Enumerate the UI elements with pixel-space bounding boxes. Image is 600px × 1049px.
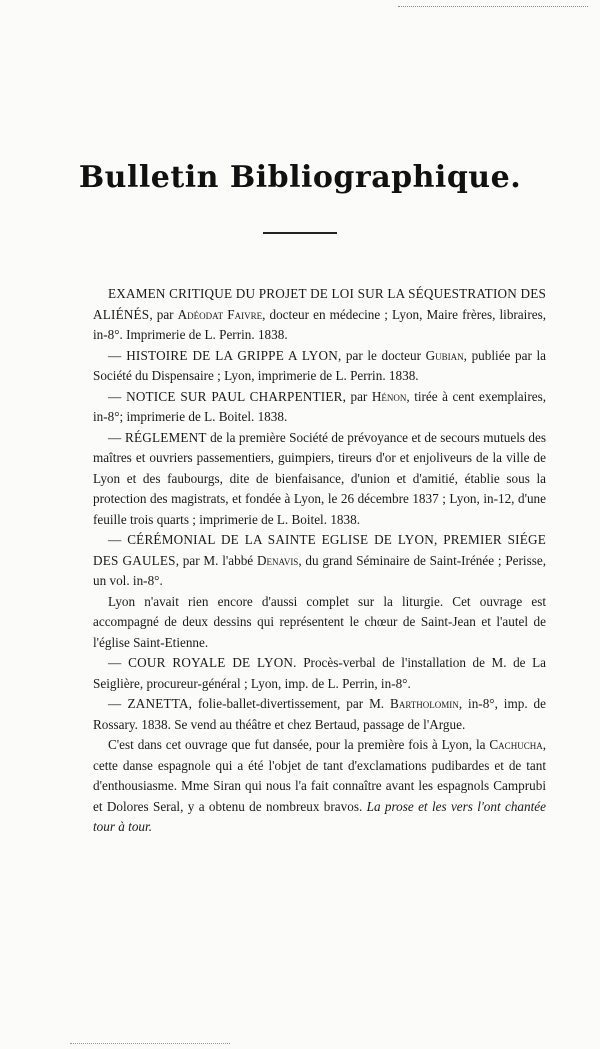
entry-mid: , par le docteur — [337, 347, 426, 363]
entry-rest: , publiée par la Société du Dispensaire ; Lyon, imprimerie de L. Perrin. 1838. — [93, 347, 546, 383]
entry-ceremonial — [93, 530, 546, 592]
closing-paragraph — [93, 735, 546, 838]
entry-ceremonial-note — [93, 592, 546, 654]
closing-text-2: , cette danse espagnole qui a été l'objet de tant d'exclamations pudibardes et de tant d'enthousiasme. Mme Siran qui nous l'a fait connaître avant les espagnols Camprubi et Dolores Seral, y a obtenu de nombreux bravos. — [93, 737, 546, 814]
entry-cour-royale — [93, 653, 546, 694]
closing-text-1: C'est dans cet ouvrage que fut dansée, pour la première fois à Lyon, la — [108, 737, 490, 752]
entry-author: Gubian — [425, 347, 464, 363]
entry-rest: Lyon n'avait rien encore d'aussi complet sur la liturgie. Cet ouvrage est accompagné de deux dessins qui représentent le chœur de Saint-Jean et l'autel de l'église Saint-Etienne. — [93, 593, 546, 650]
closing-dance-name: Cachucha — [489, 737, 543, 752]
entry-mid: , par M. l'abbé — [175, 552, 257, 568]
entry-author: Denavis — [256, 552, 299, 568]
entry-rest: de la première Société de prévoyance et de secours mutuels des maîtres et ouvriers passementiers, guimpiers, tireurs d'or et enjoliveurs de la ville de Lyon et des faubourgs, dite de bienfaisance, d'union et d'amitié, établie sous la protection des magistrats, et fondée à Lyon, le 26 décembre 1837 ; Lyon, in-12, d'une feuille trois quarts ; imprimerie de L. Boitel. 1838. — [93, 429, 546, 527]
entry-sequestration — [93, 284, 546, 346]
bibliography-body — [93, 284, 546, 838]
entry-zanetta — [93, 694, 546, 735]
entry-heading: — CÉRÉMONIAL DE LA SAINTE EGLISE DE LYON, PREMIER SIÉGE DES GAULES — [93, 532, 546, 568]
entry-rest: , tirée à cent exemplaires, in-8°; imprimerie de L. Boitel. 1838. — [93, 388, 547, 424]
bottom-dotted-rule — [70, 1043, 230, 1045]
entry-mid: , par — [149, 306, 178, 322]
entry-author: Bartholomin — [390, 696, 459, 711]
entry-mid: , par — [342, 388, 372, 404]
page-title: Bulletin Bibliographique. — [78, 160, 522, 196]
entry-mid: , folie-ballet-divertissement, par M. — [188, 696, 391, 711]
entry-author: Hénon — [371, 388, 407, 404]
entry-heading: EXAMEN CRITIQUE DU PROJET DE LOI SUR LA SÉQUESTRATION DES ALIÉNÉS — [93, 286, 546, 322]
entry-heading: — COUR ROYALE DE LYON. — [108, 655, 297, 670]
title-divider — [263, 232, 337, 234]
entry-reglement — [93, 428, 546, 531]
entry-rest: , du grand Séminaire de Saint-Irénée ; Perisse, un vol. in-8°. — [93, 552, 546, 588]
entry-heading: — ZANETTA — [108, 696, 189, 711]
entry-grippe — [93, 346, 546, 387]
entry-charpentier — [93, 387, 546, 428]
top-dotted-rule — [398, 6, 588, 8]
entry-rest: , in-8°, imp. de Rossary. 1838. Se vend au théâtre et chez Bertaud, passage de l'Argue. — [93, 696, 547, 732]
entry-heading: — RÉGLEMENT — [108, 429, 207, 445]
entry-rest: Procès-verbal de l'installation de M. de La Seiglière, procureur-général ; Lyon, imp. de L. Perrin, in-8°. — [93, 655, 546, 691]
entry-heading: — HISTOIRE DE LA GRIPPE A LYON — [108, 347, 338, 363]
closing-italic: La prose et les vers l'ont chantée tour à tour. — [93, 798, 546, 834]
entry-author: Adéodat Faivre — [177, 306, 263, 322]
entry-heading: — NOTICE SUR PAUL CHARPENTIER — [108, 388, 343, 404]
entry-rest: , docteur en médecine ; Lyon, Maire frères, libraires, in-8°. Imprimerie de L. Perrin. 1838. — [93, 306, 546, 342]
